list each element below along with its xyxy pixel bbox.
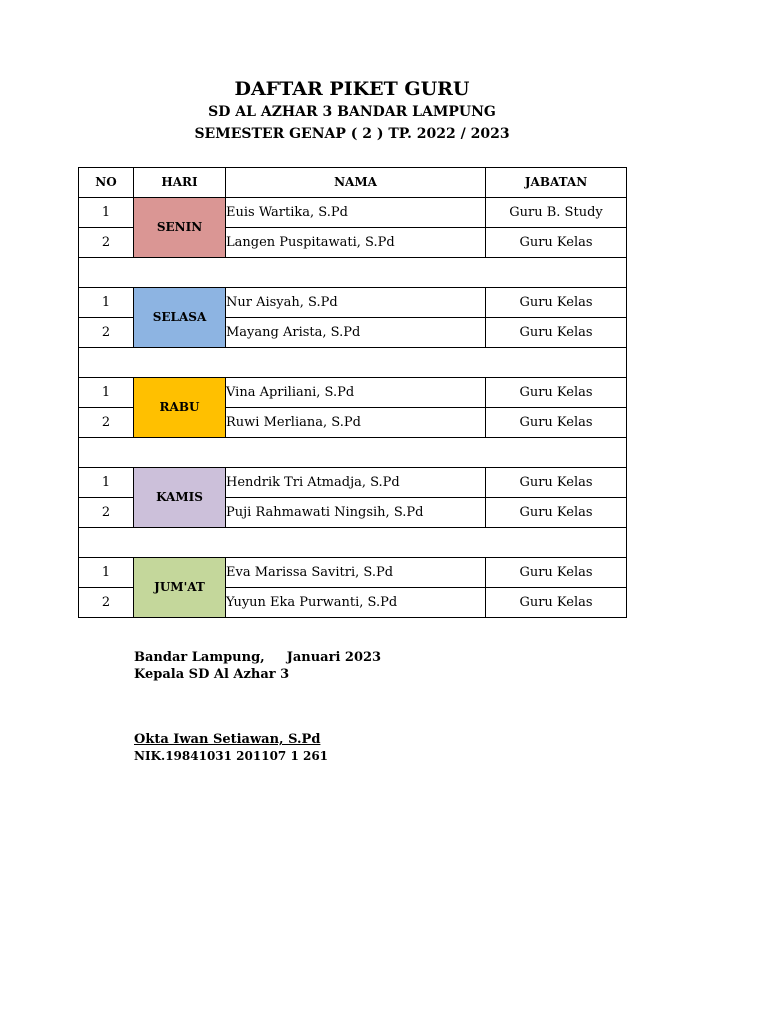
spacer-cell xyxy=(79,258,627,288)
table-row xyxy=(79,558,627,588)
row-no: 1 xyxy=(79,378,134,408)
teacher-position: Guru Kelas xyxy=(486,318,627,348)
row-no: 2 xyxy=(79,318,134,348)
signatory-name: Okta Iwan Setiawan, S.Pd xyxy=(134,732,321,747)
duty-roster-table xyxy=(78,167,627,618)
teacher-name: Langen Puspitawati, S.Pd xyxy=(226,228,486,258)
table-row xyxy=(79,198,627,228)
teacher-name: Eva Marissa Savitri, S.Pd xyxy=(226,558,486,588)
spacer-row xyxy=(79,258,627,288)
signature-position: Kepala SD Al Azhar 3 xyxy=(134,667,290,682)
teacher-name: Hendrik Tri Atmadja, S.Pd xyxy=(226,468,486,498)
table-row xyxy=(79,378,627,408)
row-no: 2 xyxy=(79,588,134,618)
teacher-position: Guru Kelas xyxy=(486,288,627,318)
header-no: NO xyxy=(79,168,134,198)
teacher-name: Vina Apriliani, S.Pd xyxy=(226,378,486,408)
row-no: 1 xyxy=(79,468,134,498)
header-nama: NAMA xyxy=(226,168,486,198)
signature-place: Bandar Lampung, xyxy=(134,650,265,665)
teacher-position: Guru Kelas xyxy=(486,468,627,498)
row-no: 2 xyxy=(79,228,134,258)
document-title: DAFTAR PIKET GURU xyxy=(234,78,470,100)
spacer-cell xyxy=(79,348,627,378)
teacher-position: Guru Kelas xyxy=(486,558,627,588)
day-cell-jumat: JUM'AT xyxy=(134,558,226,618)
teacher-position: Guru B. Study xyxy=(486,198,627,228)
header-hari: HARI xyxy=(134,168,226,198)
row-no: 2 xyxy=(79,498,134,528)
table-row xyxy=(79,288,627,318)
day-cell-rabu: RABU xyxy=(134,378,226,438)
signatory-nik: NIK.19841031 201107 1 261 xyxy=(134,749,329,763)
teacher-position: Guru Kelas xyxy=(486,498,627,528)
spacer-cell xyxy=(79,528,627,558)
teacher-name: Yuyun Eka Purwanti, S.Pd xyxy=(226,588,486,618)
signature-date: Januari 2023 xyxy=(286,650,382,665)
header-jabatan: JABATAN xyxy=(486,168,627,198)
day-cell-kamis: KAMIS xyxy=(134,468,226,528)
table-header-row xyxy=(79,168,627,198)
spacer-cell xyxy=(79,438,627,468)
row-no: 1 xyxy=(79,198,134,228)
day-cell-senin: SENIN xyxy=(134,198,226,258)
teacher-position: Guru Kelas xyxy=(486,378,627,408)
teacher-name: Puji Rahmawati Ningsih, S.Pd xyxy=(226,498,486,528)
teacher-name: Nur Aisyah, S.Pd xyxy=(226,288,486,318)
semester-label: SEMESTER GENAP ( 2 ) TP. 2022 / 2023 xyxy=(194,126,510,142)
teacher-position: Guru Kelas xyxy=(486,588,627,618)
teacher-name: Ruwi Merliana, S.Pd xyxy=(226,408,486,438)
teacher-name: Mayang Arista, S.Pd xyxy=(226,318,486,348)
signature-place-date xyxy=(134,650,381,665)
table-row xyxy=(79,468,627,498)
day-cell-selasa: SELASA xyxy=(134,288,226,348)
teacher-name: Euis Wartika, S.Pd xyxy=(226,198,486,228)
spacer-row xyxy=(79,438,627,468)
spacer-row xyxy=(79,348,627,378)
school-name: SD AL AZHAR 3 BANDAR LAMPUNG xyxy=(208,104,496,120)
teacher-position: Guru Kelas xyxy=(486,228,627,258)
row-no: 1 xyxy=(79,288,134,318)
row-no: 1 xyxy=(79,558,134,588)
spacer-row xyxy=(79,528,627,558)
teacher-position: Guru Kelas xyxy=(486,408,627,438)
row-no: 2 xyxy=(79,408,134,438)
